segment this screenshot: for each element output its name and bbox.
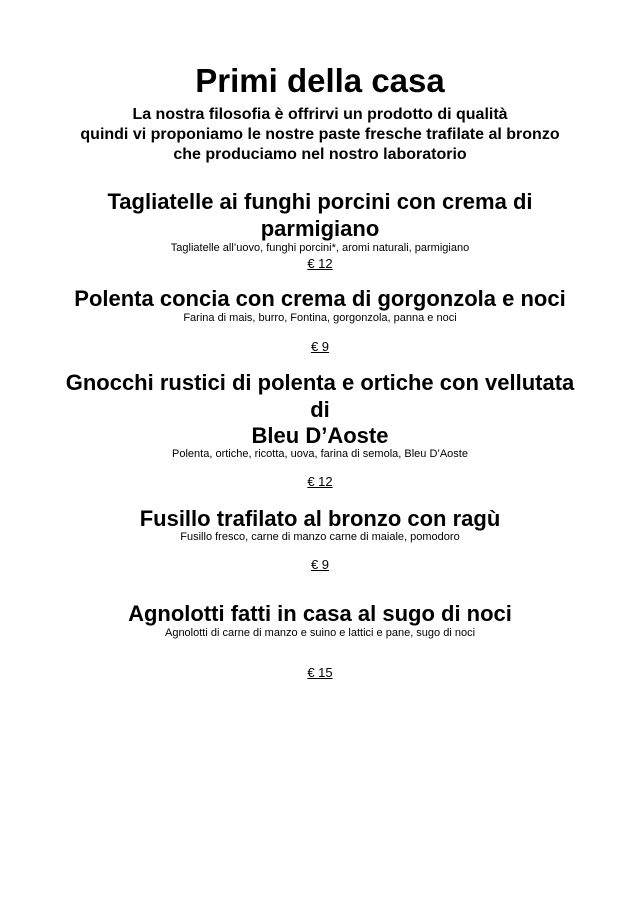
dish-name: Polenta concia con crema di gorgonzola e noci xyxy=(74,286,566,311)
dish-description: Fusillo fresco, carne di manzo carne di maiale, pomodoro xyxy=(180,531,460,543)
dish-name: di xyxy=(310,397,330,422)
dish-name: Tagliatelle ai funghi porcini con crema di xyxy=(107,189,533,214)
dish-name: Gnocchi rustici di polenta e ortiche con vellutata xyxy=(65,370,575,395)
dish-name: Fusillo trafilato al bronzo con ragù xyxy=(139,506,501,531)
intro-line: quindi vi proponiamo le nostre paste fresche trafilate al bronzo xyxy=(80,126,560,143)
dish-price: € 9 xyxy=(310,557,330,572)
intro-line: La nostra filosofia è offrirvi un prodotto di qualità xyxy=(132,106,508,123)
dish-name: parmigiano xyxy=(260,216,380,241)
page-title: Primi della casa xyxy=(195,62,445,99)
dish-price: € 12 xyxy=(307,256,333,271)
dish-price: € 15 xyxy=(307,665,333,680)
dish-description: Farina di mais, burro, Fontina, gorgonzola, panna e noci xyxy=(183,312,457,324)
dish-description: Tagliatelle all’uovo, funghi porcini*, aromi naturali, parmigiano xyxy=(170,242,470,254)
dish-price: € 9 xyxy=(310,339,330,354)
intro-line: che produciamo nel nostro laboratorio xyxy=(173,146,467,163)
dish-description: Agnolotti di carne di manzo e suino e lattici e pane, sugo di noci xyxy=(164,627,476,639)
dish-description: Polenta, ortiche, ricotta, uova, farina di semola, Bleu D’Aoste xyxy=(172,448,468,460)
dish-price: € 12 xyxy=(307,474,333,489)
dish-name: Agnolotti fatti in casa al sugo di noci xyxy=(128,601,512,626)
dish-name: Bleu D’Aoste xyxy=(251,423,389,448)
